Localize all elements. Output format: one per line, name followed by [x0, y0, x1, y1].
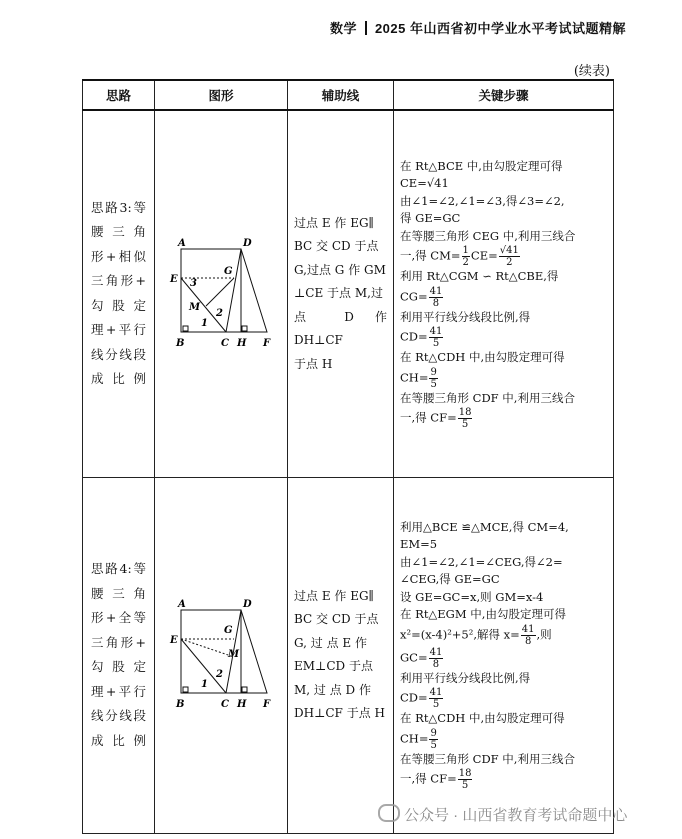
idea-line: 勾 股 定 [91, 659, 146, 674]
fraction [462, 245, 470, 268]
idea-line: 腰 三 角 [91, 224, 146, 240]
step-line [400, 407, 607, 430]
label-F: F [263, 699, 271, 710]
fraction [521, 624, 536, 647]
step-line: 在等腰三角形 CDF 中,利用三线合 [400, 751, 575, 766]
idea-line: 成比例 [91, 732, 146, 748]
subject-label: 数学 [329, 21, 357, 36]
aux-line: G,过点 G 作 GM [294, 262, 386, 277]
step-line [400, 728, 607, 751]
denominator: 5 [461, 780, 469, 792]
idea-line: 思路4:等 [91, 561, 146, 576]
step-line [400, 286, 607, 309]
table-header-row [83, 80, 614, 110]
denominator: 5 [432, 338, 440, 349]
idea-line: 形+相似 [91, 248, 146, 264]
denominator: 5 [430, 378, 437, 390]
step-line: 得 GE=GC [400, 211, 461, 225]
fraction [429, 367, 437, 390]
column-header: 图形 [155, 80, 288, 110]
idea-line: 理+平行 [91, 683, 146, 699]
idea-line: 三角形+ [91, 273, 146, 289]
fraction [429, 728, 437, 751]
watermark [378, 804, 627, 825]
table-row [83, 110, 614, 477]
numerator: 9 [430, 366, 437, 378]
denominator: 8 [432, 658, 440, 670]
step-line: 在 Rt△CDH 中,由勾股定理可得 [400, 350, 565, 364]
aux-line: G, 过 点 E 作 [294, 635, 367, 650]
label-1: 1 [201, 679, 208, 690]
step-line [400, 768, 607, 791]
denominator: 2 [506, 257, 513, 268]
numerator: √41 [499, 245, 519, 256]
denominator: 8 [432, 297, 440, 309]
fraction [458, 768, 473, 791]
step-text: 一,得 CF= [400, 410, 457, 425]
label-M: M [189, 301, 201, 313]
idea-line: 理+平行 [91, 322, 146, 338]
step-line: 由∠1=∠2,∠1=∠3,得∠3=∠2, [400, 193, 565, 208]
step-line: CE=√41 [400, 176, 449, 190]
fraction [458, 407, 473, 430]
step-text: CH= [400, 731, 429, 746]
geometry-figure [166, 595, 276, 715]
step-text: CG= [400, 289, 428, 303]
aux-line: BC 交 CD 于点 [294, 239, 379, 253]
label-G: G [224, 625, 233, 636]
label-H: H [237, 337, 247, 349]
step-line: 利用平行线分线段比例,得 [400, 309, 531, 324]
step-line: 设 GE=GC=x,则 GM=x-4 [400, 589, 544, 604]
step-text: GC= [400, 650, 428, 665]
numerator: 41 [521, 623, 535, 635]
fraction [429, 286, 444, 309]
denominator: 5 [461, 419, 469, 430]
aux-line: M, 过 点 D 作 [294, 682, 371, 697]
denominator: 5 [430, 739, 437, 751]
aux-line: 点 D 作 DH⊥CF [294, 309, 387, 347]
step-line: ∠CEG,得 GE=GC [400, 572, 500, 587]
label-F: F [263, 337, 271, 349]
step-line: 在 Rt△BCE 中,由勾股定理可得 [400, 158, 563, 173]
step-line: 在 Rt△EGM 中,由勾股定理可得 [400, 607, 566, 622]
label-C: C [221, 337, 229, 349]
label-3: 3 [190, 277, 197, 289]
continued-label: (续表) [573, 64, 610, 79]
fraction [429, 647, 444, 670]
column-header: 关键步骤 [394, 80, 614, 110]
table-row [83, 477, 614, 833]
step-text: CD= [400, 690, 428, 705]
aux-line: 过点 E 作 EG∥ [294, 215, 375, 230]
label-B: B [176, 337, 185, 349]
steps-cell [394, 477, 614, 833]
numerator: 9 [430, 727, 437, 739]
header-title: 2025 年山西省初中学业水平考试试题精解 [374, 21, 626, 36]
watermark-text: 公众号 · 山西省教育考试命题中心 [404, 807, 628, 824]
step-line: 在等腰三角形 CEG 中,利用三线合 [400, 228, 576, 243]
idea-line: 成比例 [91, 371, 146, 387]
numerator: 41 [429, 285, 443, 297]
label-M: M [228, 649, 240, 660]
step-line [400, 367, 607, 390]
step-line [400, 624, 607, 647]
solution-table [82, 79, 614, 834]
fraction [429, 687, 444, 710]
step-line: EM=5 [400, 537, 438, 552]
step-line [400, 245, 607, 268]
step-text: x²=(x-4)²+5²,解得 x= [400, 627, 520, 642]
numerator: 41 [429, 687, 443, 699]
numerator: 18 [458, 768, 472, 780]
page-header [330, 18, 626, 37]
label-G: G [224, 265, 233, 277]
header-separator [365, 21, 367, 35]
idea-line: 思路3:等 [91, 199, 146, 215]
aux-line: 于点 H [294, 356, 333, 371]
idea-line: 线分线段 [91, 708, 146, 723]
numerator: 41 [429, 326, 443, 337]
step-text: ,则 [536, 627, 552, 642]
denominator: 5 [432, 699, 440, 711]
wechat-icon [378, 804, 400, 822]
aux-line: 过点 E 作 EG∥ [294, 588, 375, 603]
idea-line: 腰 三 角 [91, 585, 146, 601]
step-line: 利用△BCE ≌△MCE,得 CM=4, [400, 519, 569, 534]
column-header: 辅助线 [288, 80, 394, 110]
idea-line: 三角形+ [91, 634, 146, 650]
step-line [400, 687, 607, 710]
numerator: 41 [429, 646, 443, 658]
numerator: 18 [458, 407, 472, 418]
step-text: 一,得 CF= [400, 771, 457, 786]
step-text: CD= [400, 329, 428, 344]
step-line: 在等腰三角形 CDF 中,利用三线合 [400, 390, 575, 405]
label-E: E [170, 273, 178, 285]
step-line: 由∠1=∠2,∠1=∠CEG,得∠2= [400, 554, 563, 569]
step-line: 在 Rt△CDH 中,由勾股定理可得 [400, 711, 565, 726]
fraction [429, 326, 444, 349]
label-A: A [178, 599, 186, 610]
figure-cell [155, 110, 288, 477]
label-D: D [243, 599, 252, 610]
aux-line: EM⊥CD 于点 [294, 659, 373, 673]
steps-cell [394, 110, 614, 477]
step-text: CE= [470, 248, 498, 263]
step-line [400, 647, 607, 670]
idea-cell [83, 477, 155, 833]
figure-cell [155, 477, 288, 833]
aux-line: DH⊥CF 于点 H [294, 706, 385, 720]
label-2: 2 [216, 307, 223, 319]
step-line: 利用平行线分线段比例,得 [400, 670, 531, 685]
aux-line-cell [288, 110, 394, 477]
label-1: 1 [201, 317, 208, 329]
aux-line: ⊥CE 于点 M,过 [294, 286, 383, 300]
column-header: 思路 [83, 80, 155, 110]
fraction [499, 245, 520, 268]
step-text: 一,得 CM= [400, 248, 461, 263]
label-E: E [170, 635, 178, 646]
idea-line: 形+全等 [91, 610, 146, 625]
aux-line-cell [288, 477, 394, 833]
step-line: 利用 Rt△CGM ∽ Rt△CBE,得 [400, 269, 559, 283]
step-line [400, 326, 607, 349]
label-C: C [221, 699, 229, 710]
idea-line: 勾 股 定 [91, 297, 146, 313]
label-D: D [243, 237, 252, 249]
label-B: B [176, 699, 185, 710]
label-A: A [178, 237, 186, 249]
idea-cell [83, 110, 155, 477]
numerator: 1 [462, 245, 469, 256]
denominator: 2 [462, 257, 469, 268]
aux-line: BC 交 CD 于点 [294, 612, 379, 626]
idea-line: 线分线段 [91, 346, 146, 362]
geometry-figure [166, 234, 276, 354]
step-text: CH= [400, 370, 429, 384]
denominator: 8 [524, 635, 532, 647]
label-H: H [237, 699, 247, 710]
label-2: 2 [216, 669, 223, 680]
